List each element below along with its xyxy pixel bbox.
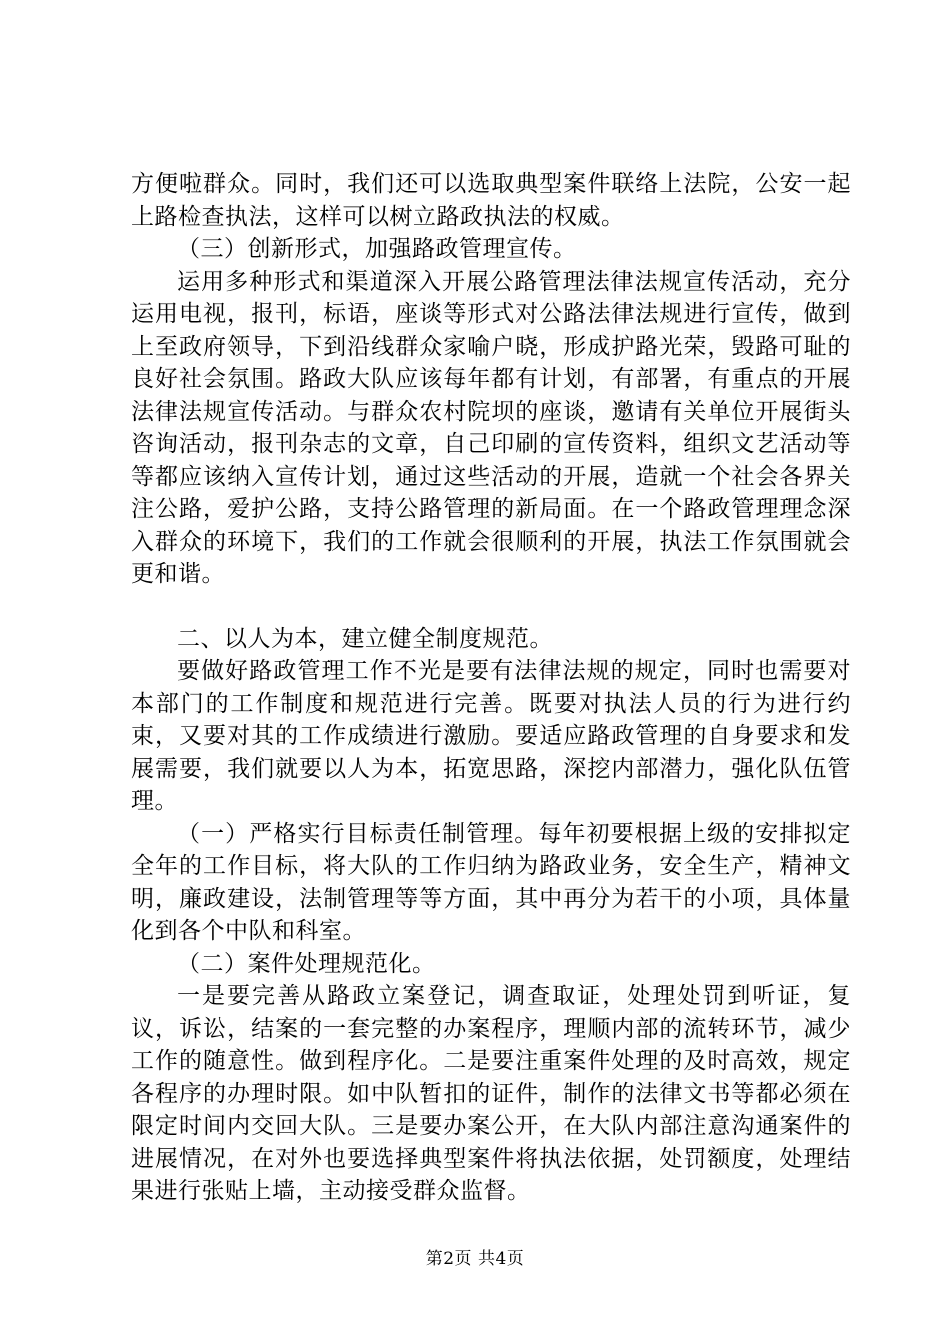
section-heading-people-oriented: 二、以人为本，建立健全制度规范。 [177, 625, 553, 652]
document-body [131, 168, 851, 1208]
subsection-target-responsibility: （一）严格实行目标责任制管理。每年初要根据上级的安排拟定全年的工作目标，将大队的工作归纳为路政业务，安全生产，精神文明，廉政建设，法制管理等等方面，其中再分为若干的小项，具体量化到各个中队和科室。 [131, 820, 851, 944]
subsection-case-handling: （二）案件处理规范化。 [177, 950, 436, 977]
paragraph-publicity: 运用多种形式和渠道深入开展公路管理法律法规宣传活动，充分运用电视，报刊，标语，座谈等形式对公路法律法规进行宣传，做到上至政府领导，下到沿线群众家喻户晓，形成护路光荣，毁路可耻的良好社会氛围。路政大队应该每年都有计划，有部署，有重点的开展法律法规宣传活动。与群众农村院坝的座谈，邀请有关单位开展街头咨询活动，报刊杂志的文章，自己印刷的宣传资料，组织文艺活动等等都应该纳入宣传计划，通过这些活动的开展，造就一个社会各界关注公路，爱护公路，支持公路管理的新局面。在一个路政管理理念深入群众的环境下，我们的工作就会很顺利的开展，执法工作氛围就会更和谐。 [131, 268, 851, 587]
paragraph-management: 要做好路政管理工作不光是要有法律法规的规定，同时也需要对本部门的工作制度和规范进行完善。既要对执法人员的行为进行约束，又要对其的工作成绩进行激励。要适应路政管理的自身要求和发展需要，我们就要以人为本，拓宽思路，深挖内部潜力，强化队伍管理。 [131, 658, 851, 814]
section-heading-innovation: （三）创新形式，加强路政管理宣传。 [177, 236, 577, 262]
paragraph-continuation: 方便啦群众。同时，我们还可以选取典型案件联络上法院，公安一起上路检查执法，这样可以树立路政执法的权威。 [131, 171, 851, 230]
paragraph-gap [131, 591, 851, 623]
page-number-footer: 第2页 共4页 [425, 1249, 525, 1269]
paragraph-case-procedures: 一是要完善从路政立案登记，调查取证，处理处罚到听证，复议，诉讼，结案的一套完整的办案程序，理顺内部的流转环节，减少工作的随意性。做到程序化。二是要注重案件处理的及时高效，规定各程序的办理时限。如中队暂扣的证件，制作的法律文书等都必须在限定时间内交回大队。三是要办案公开，在大队内部注意沟通案件的进展情况，在对外也要选择典型案件将执法依据，处罚额度，处理结果进行张贴上墙，主动接受群众监督。 [131, 983, 851, 1204]
